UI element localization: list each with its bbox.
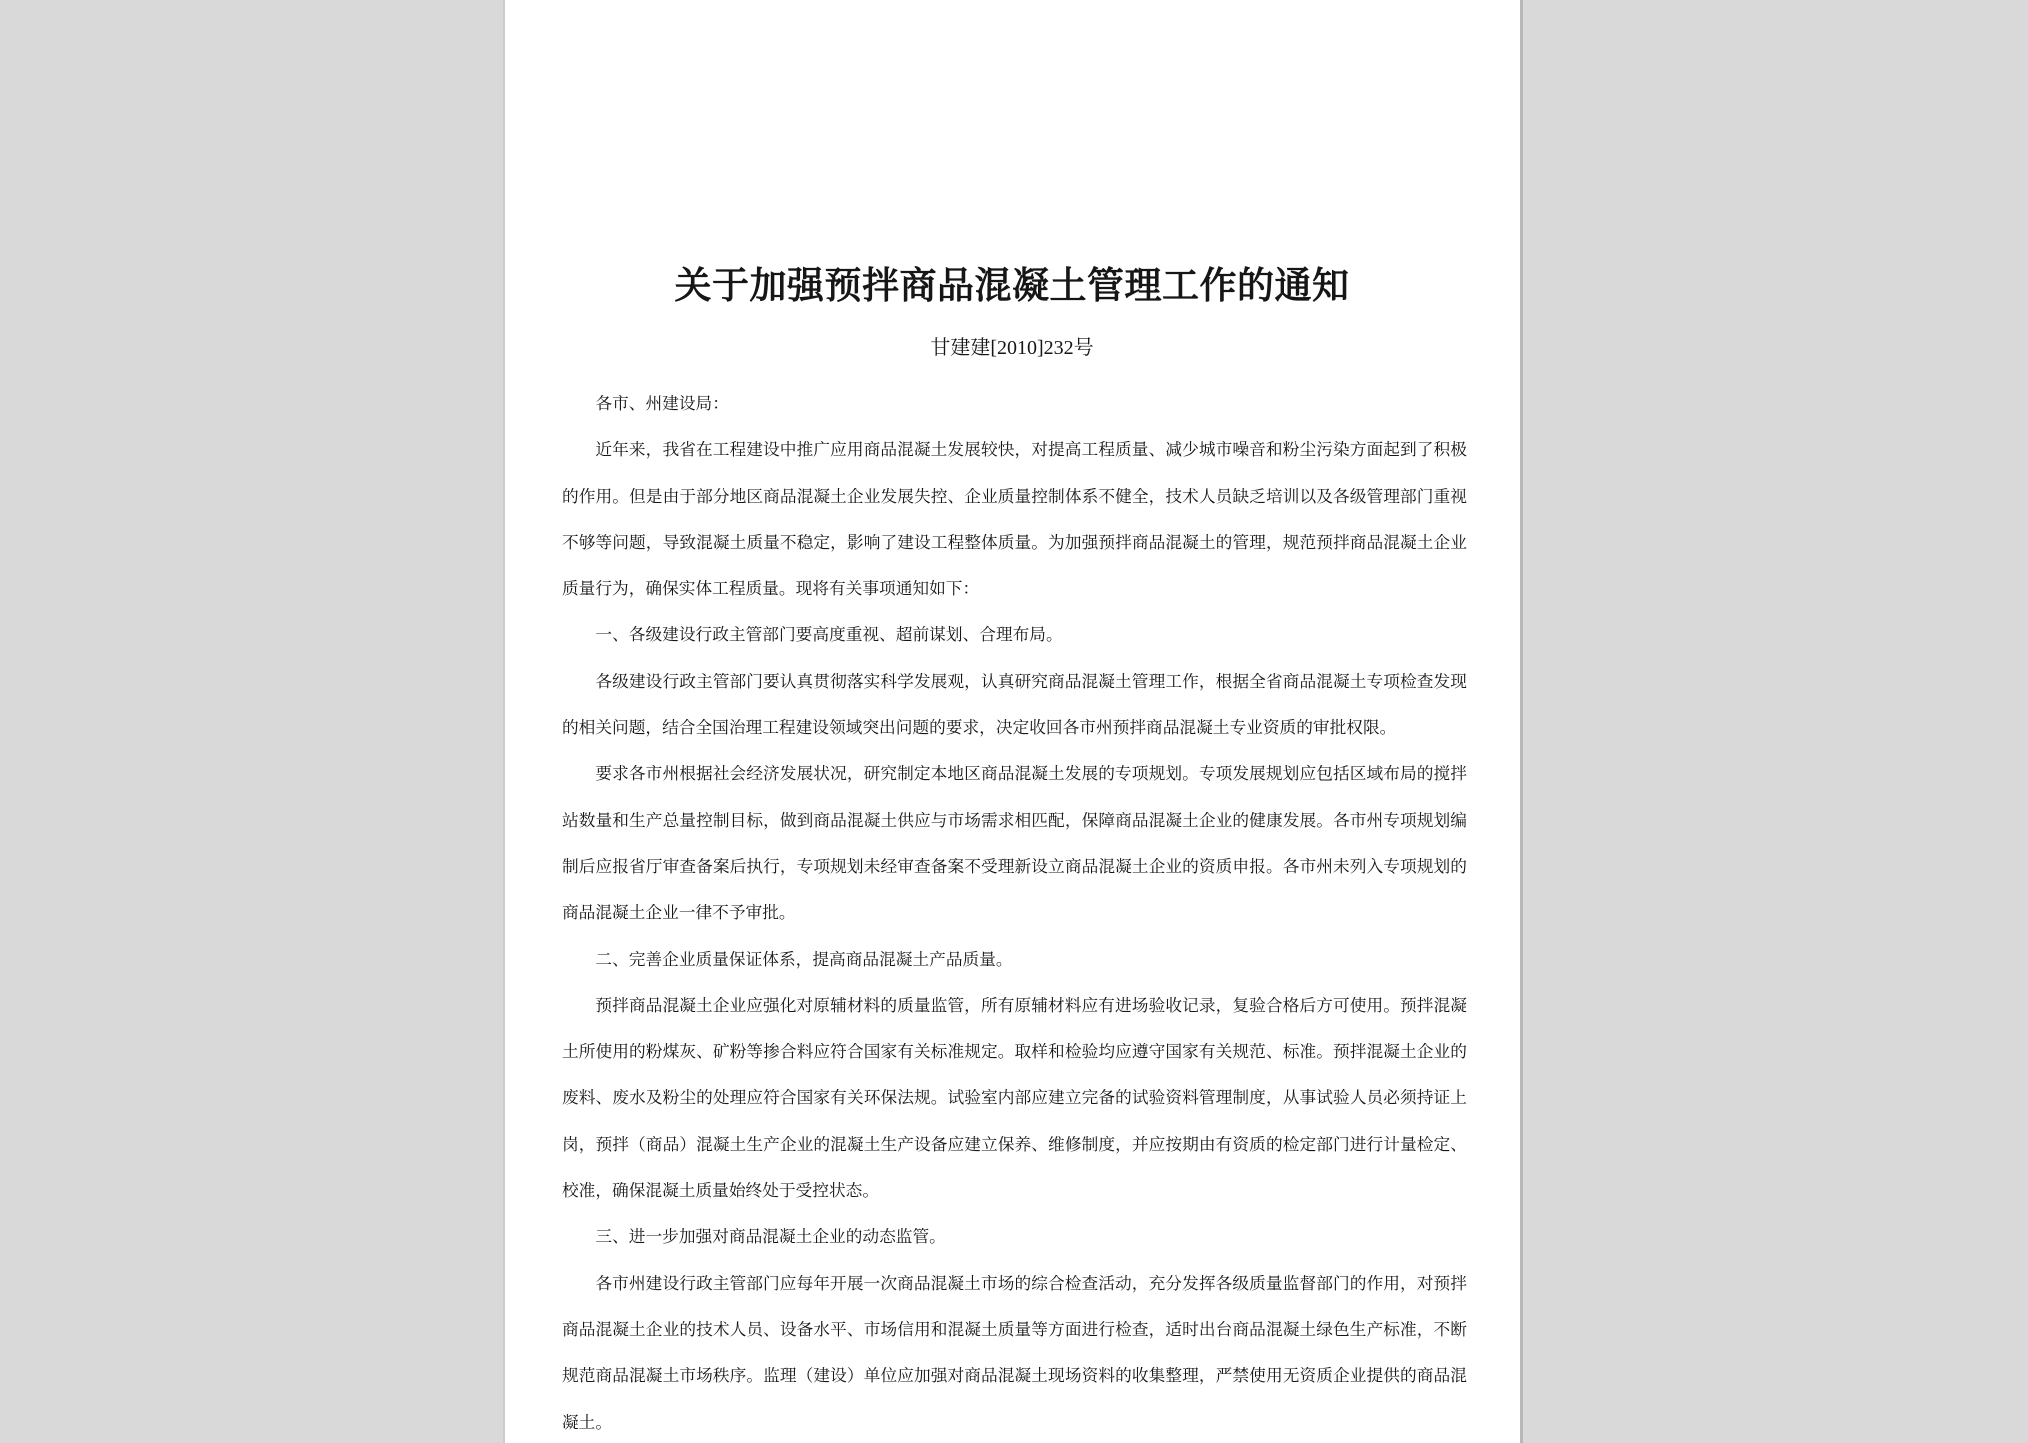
paragraph: 二、完善企业质量保证体系，提高商品混凝土产品质量。 [595,949,1013,969]
paragraph: 预拌商品混凝土企业应强化对原辅材料的质量监管，所有原辅材料应有进场验收记录，复验合格后方可使用。预拌混凝土所使用的粉煤灰、矿粉等掺合料应符合国家有关标准规定。取样和检验均应遵守国家有关规范、标准。预拌混凝土企业的废料、废水及粉尘的处理应符合国家有关环保法规。试验室内部应建立完备的试验资料管理制度，从事试验人员必须持证上岗，预拌（商品）混凝土生产企业的混凝土生产设备应建立保养、维修制度，并应按期由有资质的检定部门进行计量检定、校准，确保混凝土质量始终处于受控状态。 [562,995,1467,1201]
paragraph: 一、各级建设行政主管部门要高度重视、超前谋划、合理布局。 [595,625,1063,645]
paragraph: 近年来，我省在工程建设中推广应用商品混凝土发展较快，对提高工程质量、减少城市噪音和粉尘污染方面起到了积极的作用。但是由于部分地区商品混凝土企业发展失控、企业质量控制体系不健全，技术人员缺乏培训以及各级管理部门重视不够等问题，导致混凝土质量不稳定，影响了建设工程整体质量。为加强预拌商品混凝土的管理，规范预拌商品混凝土企业质量行为，确保实体工程质量。现将有关事项通知如下： [562,440,1467,599]
paragraph: 要求各市州根据社会经济发展状况，研究制定本地区商品混凝土发展的专项规划。专项发展规划应包括区域布局的搅拌站数量和生产总量控制目标，做到商品混凝土供应与市场需求相匹配，保障商品混凝土企业的健康发展。各市州专项规划编制后应报省厅审查备案后执行，专项规划未经审查备案不受理新设立商品混凝土企业的资质申报。各市州未列入专项规划的商品混凝土企业一律不予审批。 [562,764,1467,923]
document-number: 甘建建[2010]232号 [930,337,1094,359]
paragraph: 三、进一步加强对商品混凝土企业的动态监管。 [595,1227,946,1247]
paragraph: 各市州建设行政主管部门应每年开展一次商品混凝土市场的综合检查活动，充分发挥各级质量监督部门的作用，对预拌商品混凝土企业的技术人员、设备水平、市场信用和混凝土质量等方面进行检查，适时出台商品混凝土绿色生产标准，不断规范商品混凝土市场秩序。监理（建设）单位应加强对商品混凝土现场资料的收集整理，严禁使用无资质企业提供的商品混凝土。 [562,1273,1467,1432]
page-title: 关于加强预拌商品混凝土管理工作的通知 [674,266,1350,307]
paragraph: 各级建设行政主管部门要认真贯彻落实科学发展观，认真研究商品混凝土管理工作，根据全省商品混凝土专项检查发现的相关问题，结合全国治理工程建设领域突出问题的要求，决定收回各市州预拌商品混凝土专业资质的审批权限。 [562,671,1467,738]
document-body [562,381,1467,1443]
document-page [503,0,1523,1443]
salutation: 各市、州建设局： [595,394,729,413]
